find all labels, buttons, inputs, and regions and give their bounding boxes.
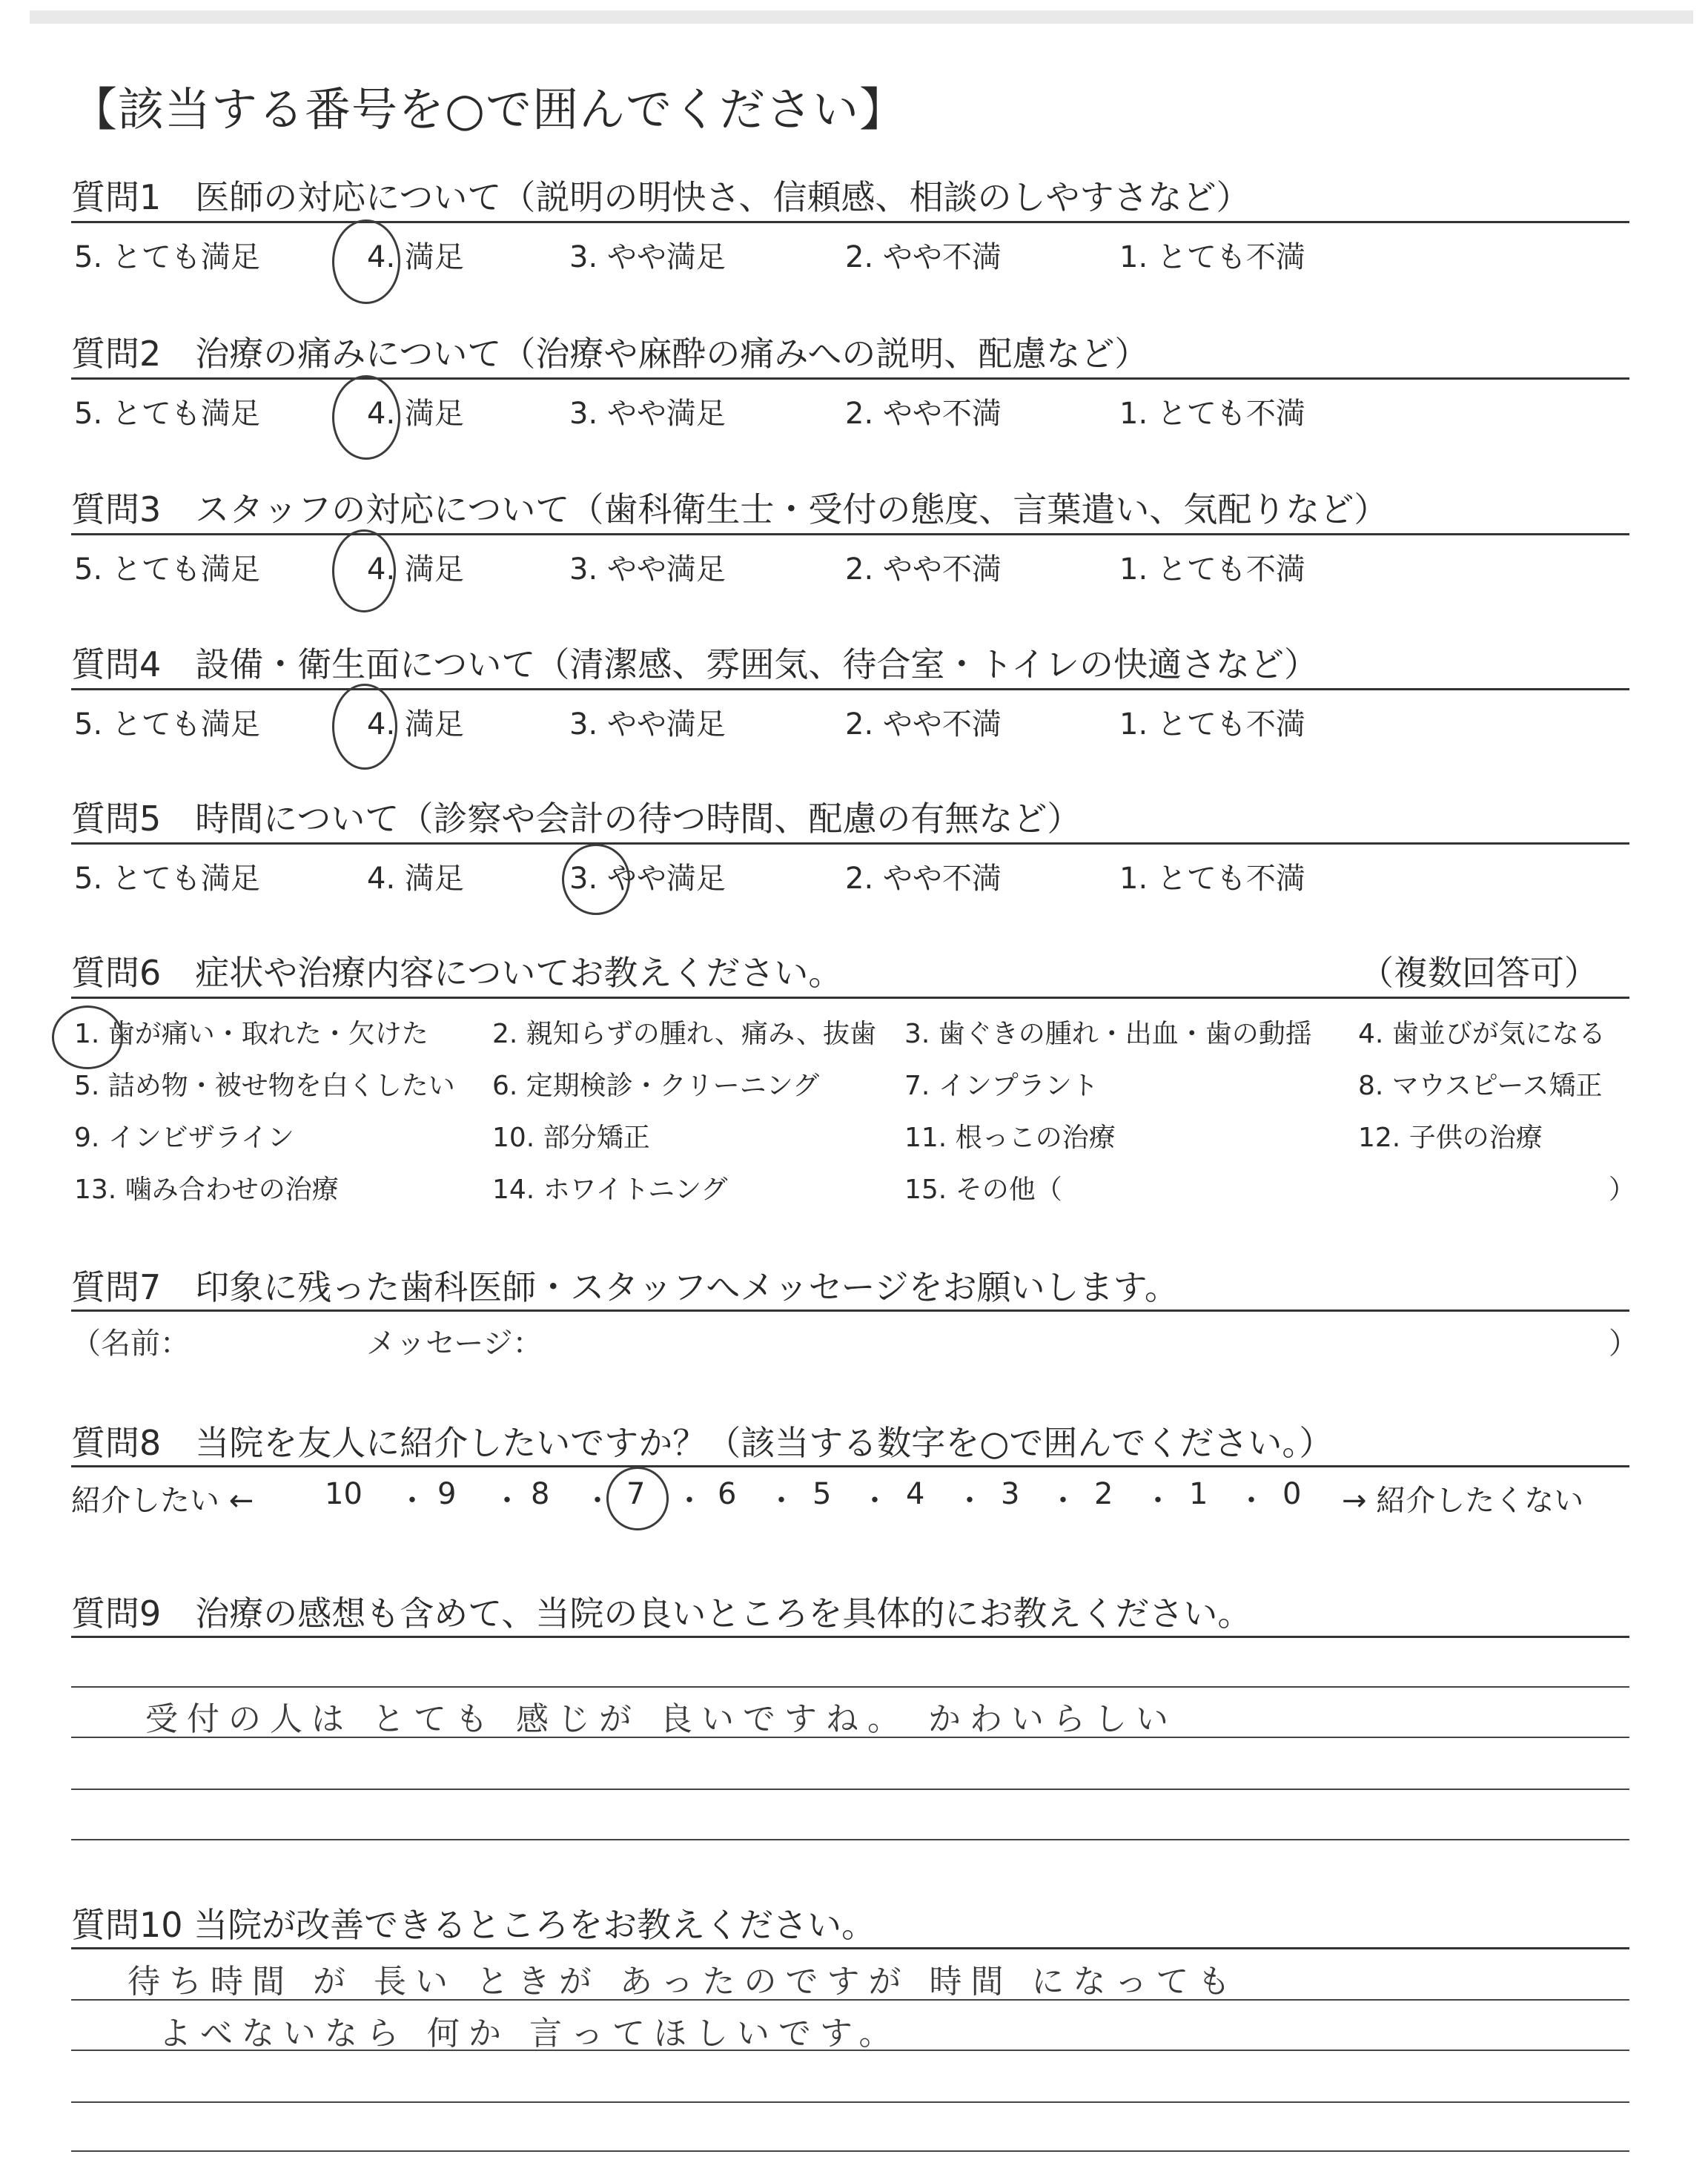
q6-option-7[interactable]: 7. インプラント (904, 1071, 1099, 1101)
q6-other-close: ） (1609, 1175, 1636, 1205)
q4-option-2[interactable]: 2. やや不満 (845, 707, 1002, 742)
scale-dot: ・ (675, 1484, 704, 1518)
score-9[interactable]: 9 (437, 1477, 457, 1511)
score-1[interactable]: 1 (1189, 1477, 1208, 1511)
q4-option-3[interactable]: 3. やや満足 (569, 707, 726, 742)
q6-option-12[interactable]: 12. 子供の治療 (1358, 1123, 1543, 1153)
score-2[interactable]: 2 (1094, 1477, 1113, 1511)
divider (71, 533, 1629, 535)
q6-option-3[interactable]: 3. 歯ぐきの腫れ・出血・歯の動揺 (904, 1019, 1312, 1049)
answer-line (71, 2150, 1629, 2152)
not-recommend-label: → 紹介したくない (1342, 1484, 1584, 1518)
q6-option-4[interactable]: 4. 歯並びが気になる (1358, 1019, 1606, 1049)
q5-option-1[interactable]: 1. とても不満 (1119, 862, 1305, 896)
q10-handwritten-answer-line1: 待ち時間 が 長い ときが あったのですが 時間 になっても (128, 1963, 1239, 2001)
q1-option-1[interactable]: 1. とても不満 (1119, 240, 1305, 274)
scale-dot: ・ (1237, 1484, 1266, 1518)
question-9-title: 質問9 治療の感想も含めて、当院の良いところを具体的にお教えください。 (71, 1593, 1252, 1634)
selection-circle (332, 375, 400, 460)
q6-option-1[interactable]: 1. 歯が痛い・取れた・欠けた (74, 1019, 428, 1049)
scale-dot: ・ (1048, 1484, 1078, 1518)
divider (71, 1947, 1629, 1949)
q3-option-2[interactable]: 2. やや不満 (845, 552, 1002, 587)
question-6-title: 質問6 症状や治療内容についてお教えください。 (71, 953, 843, 993)
q6-option-5[interactable]: 5. 詰め物・被せ物を白くしたい (74, 1071, 455, 1101)
q3-option-3[interactable]: 3. やや満足 (569, 552, 726, 587)
divider (71, 377, 1629, 380)
selection-circle (52, 1005, 123, 1069)
q6-option-8[interactable]: 8. マウスピース矯正 (1358, 1071, 1603, 1101)
q6-option-15[interactable]: 15. その他（ (904, 1175, 1062, 1205)
q1-option-4[interactable]: 4. 満足 (367, 240, 464, 274)
scale-dot: ・ (397, 1484, 427, 1518)
scale-dot: ・ (1143, 1484, 1173, 1518)
q3-option-4[interactable]: 4. 満足 (367, 552, 464, 587)
q3-option-5[interactable]: 5. とても満足 (74, 552, 260, 587)
divider (71, 1465, 1629, 1467)
divider (71, 1636, 1629, 1638)
selection-circle (606, 1467, 669, 1530)
question-5-title: 質問5 時間について（診察や会計の待つ時間、配慮の有無など） (71, 799, 1082, 839)
question-3-title: 質問3 スタッフの対応について（歯科衛生士・受付の態度、言葉遣い、気配りなど） (71, 489, 1388, 529)
score-7[interactable]: 7 (626, 1477, 646, 1511)
divider (71, 842, 1629, 845)
question-4-title: 質問4 設備・衛生面について（清潔感、雰囲気、待合室・トイレの快適さなど） (71, 644, 1319, 684)
q3-option-1[interactable]: 1. とても不満 (1119, 552, 1305, 587)
question-10-title: 質問10 当院が改善できるところをお教えください。 (71, 1905, 876, 1945)
q1-option-2[interactable]: 2. やや不満 (845, 240, 1002, 274)
message-close: ） (1609, 1327, 1638, 1361)
q5-option-5[interactable]: 5. とても満足 (74, 862, 260, 896)
scan-edge (30, 10, 1693, 24)
selection-circle (332, 219, 400, 304)
answer-line (71, 1839, 1629, 1840)
q4-option-5[interactable]: 5. とても満足 (74, 707, 260, 742)
divider (71, 688, 1629, 690)
scale-dot: ・ (767, 1484, 796, 1518)
q9-handwritten-answer: 受付の人は とても 感じが 良いですね。 かわいらしい (145, 1700, 1177, 1738)
q5-option-4[interactable]: 4. 満足 (367, 862, 464, 896)
score-6[interactable]: 6 (718, 1477, 737, 1511)
answer-line (71, 1686, 1629, 1688)
score-8[interactable]: 8 (531, 1477, 550, 1511)
score-3[interactable]: 3 (1001, 1477, 1020, 1511)
q1-option-5[interactable]: 5. とても満足 (74, 240, 260, 274)
scale-dot: ・ (955, 1484, 984, 1518)
q2-option-4[interactable]: 4. 満足 (367, 397, 464, 431)
multiple-answers-note: （複数回答可） (1360, 953, 1598, 993)
q2-option-5[interactable]: 5. とても満足 (74, 397, 260, 431)
selection-circle (562, 844, 630, 915)
question-8-title: 質問8 当院を友人に紹介したいですか？（該当する数字を○で囲んでください。） (71, 1423, 1334, 1463)
q6-option-2[interactable]: 2. 親知らずの腫れ、痛み、抜歯 (492, 1019, 877, 1049)
divider (71, 997, 1629, 999)
q2-option-1[interactable]: 1. とても不満 (1119, 397, 1305, 431)
q5-option-2[interactable]: 2. やや不満 (845, 862, 1002, 896)
q10-handwritten-answer-line2: よべないなら 何か 言ってほしいです。 (159, 2015, 901, 2052)
question-1-title: 質問1 医師の対応について（説明の明快さ、信頼感、相談のしやすさなど） (71, 177, 1251, 217)
q6-option-13[interactable]: 13. 噛み合わせの治療 (74, 1175, 339, 1205)
q1-option-3[interactable]: 3. やや満足 (569, 240, 726, 274)
q2-option-2[interactable]: 2. やや不満 (845, 397, 1002, 431)
answer-line (71, 1789, 1629, 1790)
scale-dot: ・ (492, 1484, 522, 1518)
score-4[interactable]: 4 (906, 1477, 925, 1511)
answer-line (71, 2101, 1629, 2103)
score-0[interactable]: 0 (1282, 1477, 1302, 1511)
q6-option-11[interactable]: 11. 根っこの治療 (904, 1123, 1116, 1153)
name-label: （名前： (71, 1327, 190, 1361)
selection-circle (332, 684, 397, 770)
q6-option-14[interactable]: 14. ホワイトニング (492, 1175, 728, 1205)
instruction-header: 【該当する番号を○で囲んでください】 (71, 82, 907, 136)
q6-option-9[interactable]: 9. インビザライン (74, 1123, 294, 1153)
score-5[interactable]: 5 (812, 1477, 832, 1511)
scale-dot: ・ (583, 1484, 612, 1518)
q4-option-4[interactable]: 4. 満足 (367, 707, 464, 742)
scale-dot: ・ (860, 1484, 890, 1518)
q6-option-10[interactable]: 10. 部分矯正 (492, 1123, 650, 1153)
recommend-label: 紹介したい ← (71, 1484, 254, 1518)
q6-option-6[interactable]: 6. 定期検診・クリーニング (492, 1071, 820, 1101)
message-label: メッセージ： (366, 1327, 543, 1361)
divider (71, 221, 1629, 223)
question-7-title: 質問7 印象に残った歯科医師・スタッフへメッセージをお願いします。 (71, 1267, 1179, 1307)
selection-circle (332, 529, 396, 612)
score-10[interactable]: 10 (325, 1477, 363, 1511)
q2-option-3[interactable]: 3. やや満足 (569, 397, 726, 431)
divider (71, 1309, 1629, 1312)
q4-option-1[interactable]: 1. とても不満 (1119, 707, 1305, 742)
question-2-title: 質問2 治療の痛みについて（治療や麻酔の痛みへの説明、配慮など） (71, 334, 1149, 374)
q5-option-3[interactable]: 3. やや満足 (569, 862, 726, 896)
